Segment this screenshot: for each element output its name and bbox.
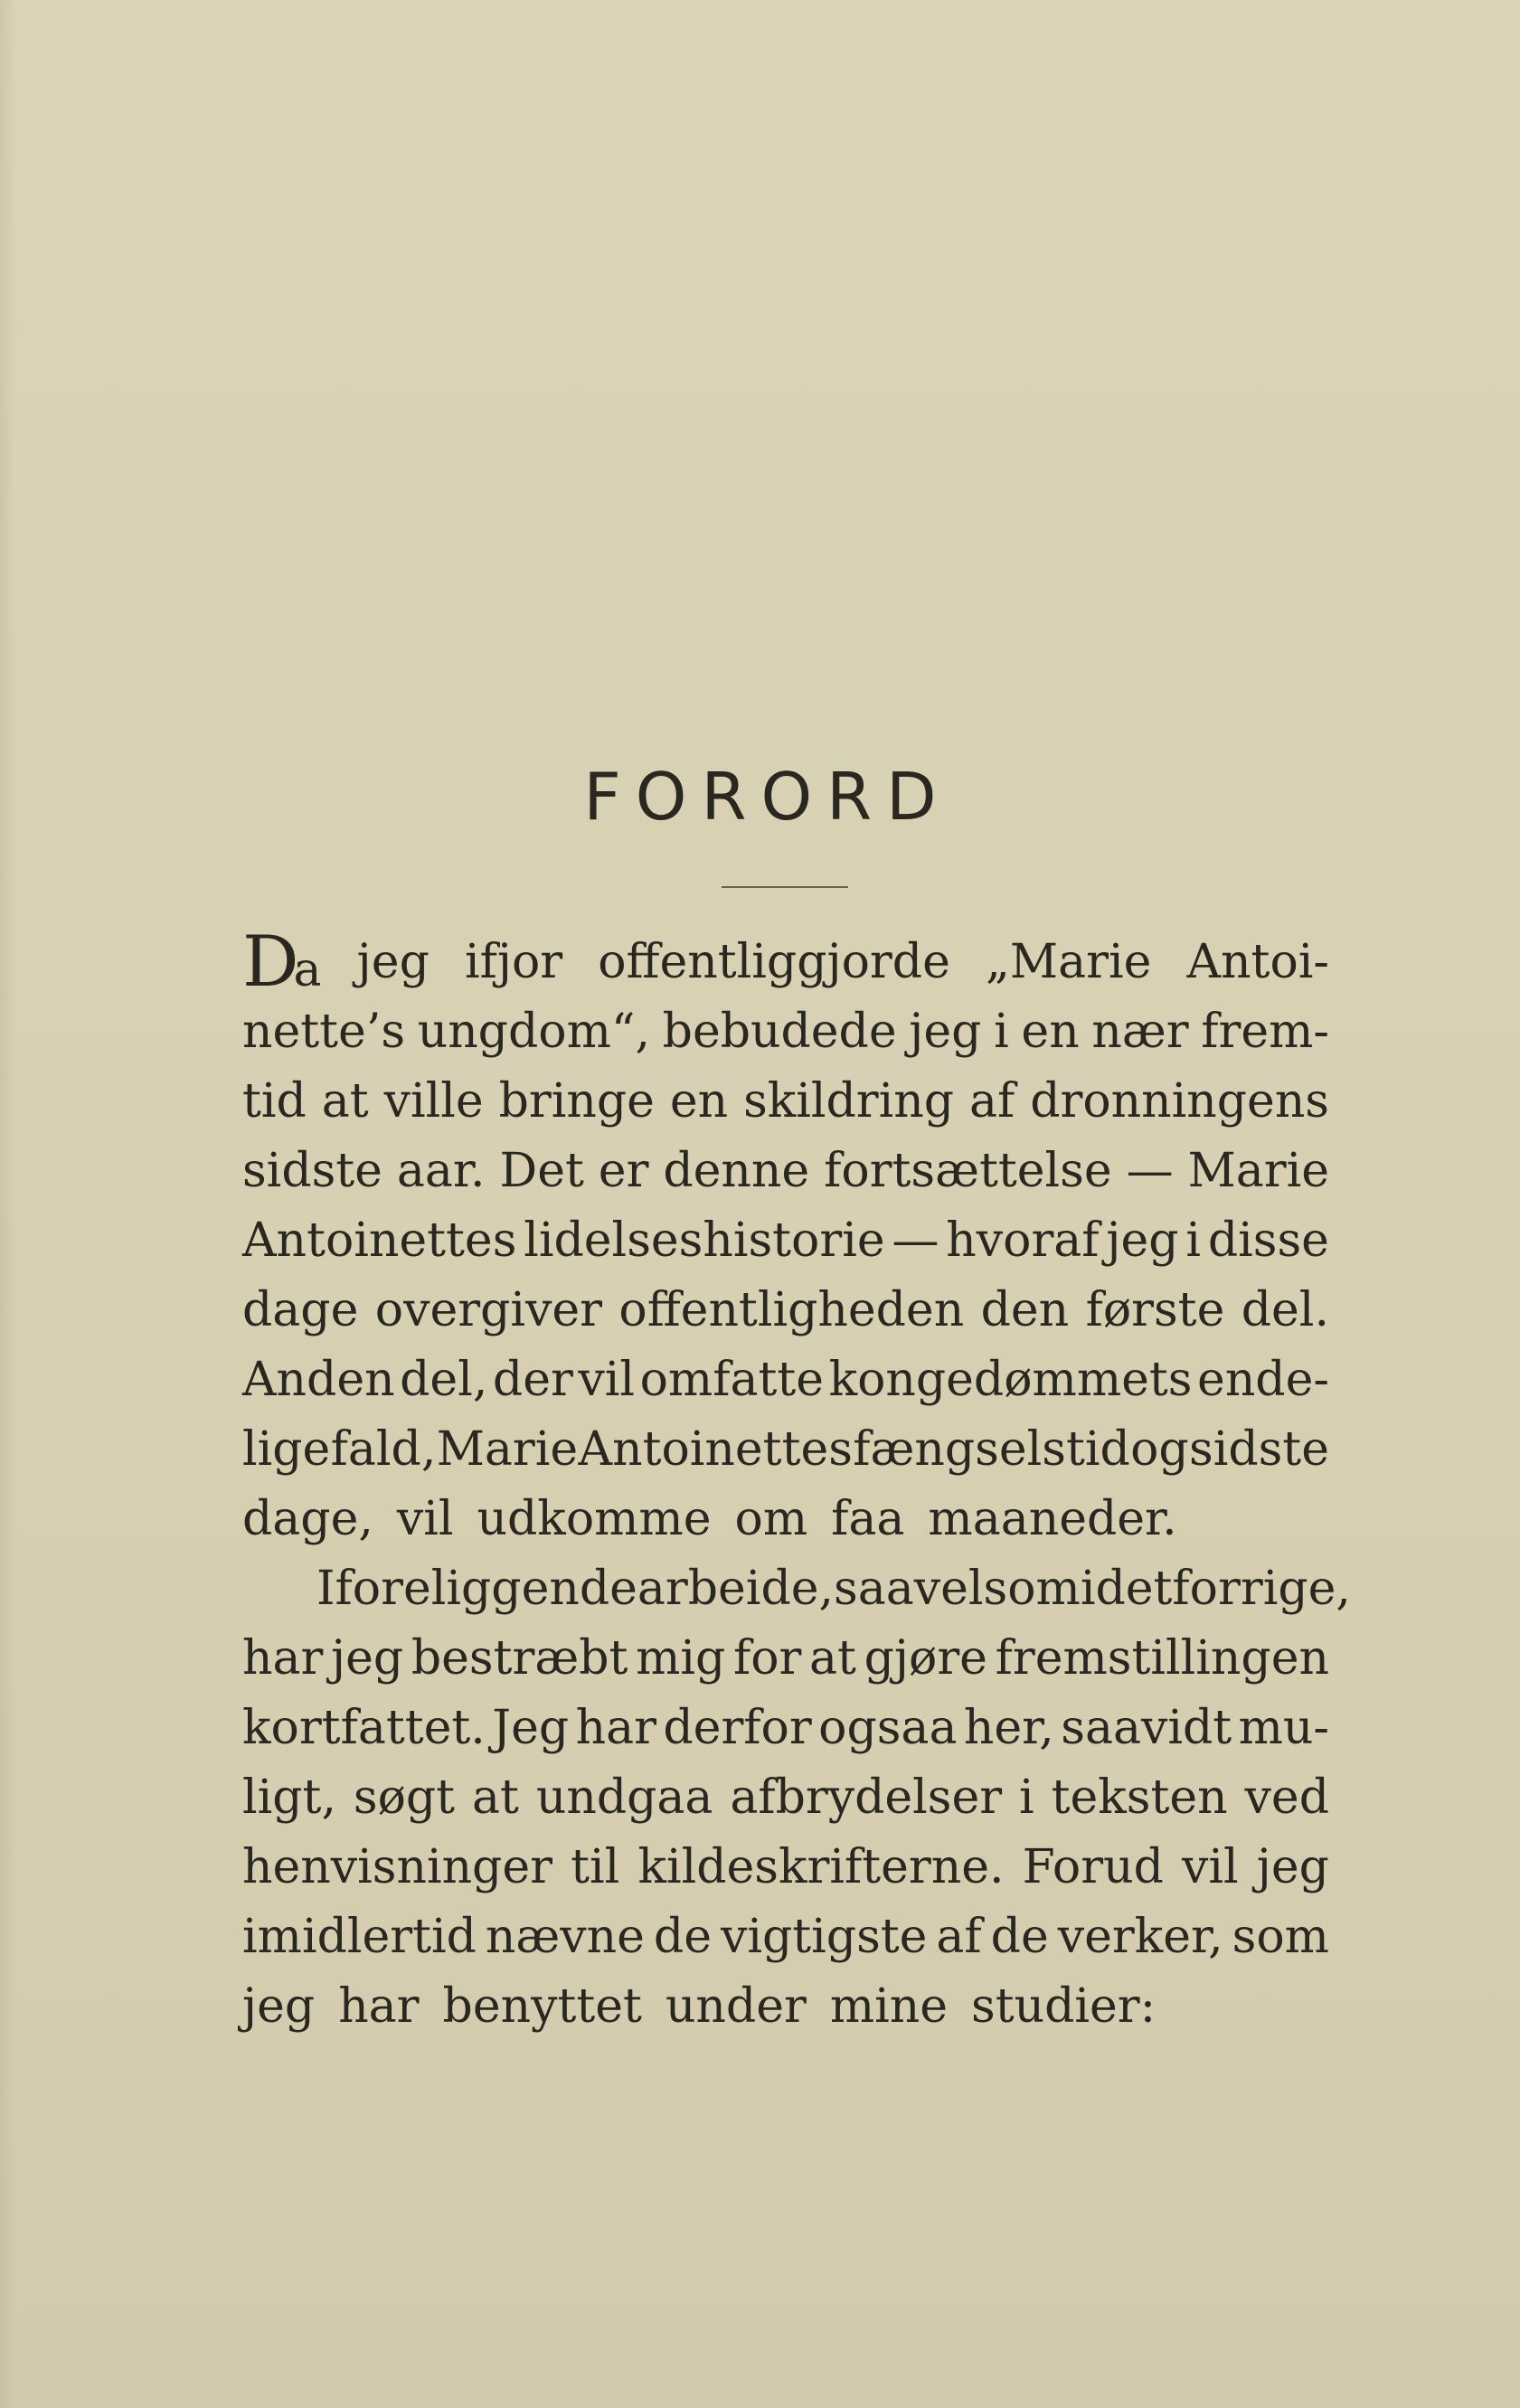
word: maaneder. — [928, 1492, 1177, 1546]
word: Det — [499, 1144, 584, 1198]
word: verker, — [1057, 1910, 1223, 1964]
word: ende- — [1197, 1353, 1329, 1407]
word: aar. — [396, 1144, 486, 1198]
word: saavidt — [1061, 1701, 1232, 1755]
word: fortsættelse — [824, 1144, 1112, 1198]
word: bringe — [498, 1074, 655, 1128]
word: under — [665, 1979, 807, 2034]
word: i — [1080, 1562, 1096, 1616]
text-line — [242, 1903, 1329, 1972]
word: i — [1185, 1213, 1202, 1268]
word: imidlertid — [242, 1910, 477, 1964]
word: af — [936, 1910, 982, 1964]
word: derfor — [663, 1701, 812, 1755]
word: som — [1232, 1910, 1329, 1964]
word: overgiver — [374, 1283, 603, 1337]
text-line — [242, 1763, 1329, 1833]
title-divider — [722, 886, 848, 888]
word: jeg — [356, 935, 430, 989]
word: bestræbt — [411, 1631, 628, 1686]
word: ligt, — [242, 1771, 336, 1825]
word: saavelsom — [834, 1562, 1081, 1616]
word: Antoinettes — [242, 1213, 517, 1268]
word: fremstillingen — [995, 1631, 1329, 1686]
word: offentliggjorde — [598, 935, 950, 989]
word: ogsaa — [818, 1701, 958, 1755]
word: vil — [578, 1353, 636, 1407]
word: de — [990, 1910, 1049, 1964]
word: at — [472, 1771, 519, 1825]
word: kortfattet. — [242, 1701, 486, 1755]
word: de — [653, 1910, 712, 1964]
word: vigtigste — [720, 1910, 928, 1964]
word: gjøre — [864, 1631, 987, 1686]
word: at — [809, 1631, 856, 1686]
word: lidelseshistorie — [524, 1213, 885, 1268]
word: kongedømmets — [828, 1353, 1193, 1407]
drop-cap-word: Da — [242, 921, 322, 1003]
word: Anden — [242, 1353, 395, 1407]
word: skildring — [743, 1074, 955, 1128]
word: Antoi- — [1186, 935, 1329, 989]
word: det — [1095, 1562, 1173, 1616]
word: kildeskrifterne. — [637, 1840, 1005, 1894]
word: bebudede — [662, 1005, 897, 1059]
word: jeg — [909, 1005, 982, 1059]
word: jeg — [1256, 1840, 1329, 1894]
word: arbeide, — [637, 1562, 835, 1616]
text-line — [242, 1346, 1329, 1415]
word: del, — [400, 1353, 488, 1407]
word: henvisninger — [242, 1840, 552, 1894]
word: benyttet — [442, 1979, 642, 2034]
word: en — [669, 1074, 729, 1128]
word: der — [492, 1353, 573, 1407]
word: i — [994, 1005, 1009, 1059]
word: til — [571, 1840, 620, 1894]
word: søgt — [353, 1771, 456, 1825]
text-line — [242, 1137, 1329, 1206]
word: for — [732, 1631, 802, 1686]
word: vil — [1182, 1840, 1239, 1894]
word: Jeg — [492, 1701, 570, 1755]
word: denne — [663, 1144, 810, 1198]
word: en — [1021, 1005, 1080, 1059]
word: at — [321, 1074, 369, 1128]
word: har — [575, 1701, 656, 1755]
word: teksten — [1051, 1771, 1228, 1825]
word: tid — [242, 1074, 307, 1128]
word: disse — [1207, 1213, 1329, 1268]
text-line — [242, 1624, 1329, 1694]
body-text — [242, 921, 1351, 2042]
word: ifjor — [464, 935, 563, 989]
text-line — [242, 1067, 1329, 1137]
word: nær — [1091, 1005, 1189, 1059]
word: Marie — [436, 1422, 579, 1477]
word: første — [1085, 1283, 1225, 1337]
text-line — [242, 1972, 1329, 2042]
word: „Marie — [985, 935, 1152, 989]
word: — — [1126, 1144, 1174, 1198]
word: nette’s — [242, 1005, 406, 1059]
word: her, — [963, 1701, 1054, 1755]
word: i — [1019, 1771, 1034, 1825]
word: offentligheden — [618, 1283, 965, 1337]
word: af — [969, 1074, 1015, 1128]
word: del. — [1241, 1283, 1329, 1337]
word: Marie — [1187, 1144, 1329, 1198]
word: har — [338, 1979, 420, 2034]
text-line — [242, 1694, 1329, 1763]
word: undgaa — [535, 1771, 713, 1825]
word: omfatte — [639, 1353, 825, 1407]
word: vil — [396, 1492, 454, 1546]
text-line — [242, 1415, 1329, 1485]
word: mine — [829, 1979, 949, 2034]
word: I — [316, 1562, 335, 1616]
page-title: FORORD — [583, 759, 951, 835]
word: fald, — [330, 1422, 437, 1477]
text-line — [242, 1485, 1329, 1554]
text-line — [242, 921, 1329, 1003]
word: ville — [383, 1074, 484, 1128]
text-line — [242, 1276, 1329, 1346]
word: nævne — [485, 1910, 645, 1964]
word: jeg — [331, 1631, 404, 1686]
word: og — [1130, 1422, 1189, 1477]
word: — — [892, 1213, 939, 1268]
text-line — [242, 1206, 1329, 1276]
word: udkomme — [477, 1492, 712, 1546]
word: dronningens — [1030, 1074, 1329, 1128]
word: er — [598, 1144, 649, 1198]
word: Antoinettes — [578, 1422, 853, 1477]
word: hvoraf — [946, 1213, 1100, 1268]
word: om — [734, 1492, 808, 1546]
word: faa — [831, 1492, 905, 1546]
word: den — [980, 1283, 1070, 1337]
word: Forud — [1022, 1840, 1164, 1894]
word: sidste — [1189, 1422, 1329, 1477]
text-line — [242, 1554, 1351, 1624]
word: frem- — [1201, 1005, 1329, 1059]
word: har — [242, 1631, 324, 1686]
word: mu- — [1238, 1701, 1329, 1755]
word: ved — [1244, 1771, 1329, 1825]
text-line — [242, 997, 1329, 1067]
word: studier: — [971, 1979, 1157, 2034]
text-line — [242, 1833, 1329, 1903]
word: sidste — [242, 1144, 382, 1198]
word: fængselstid — [853, 1422, 1130, 1477]
word: jeg — [1106, 1213, 1179, 1268]
word: forrige, — [1172, 1562, 1351, 1616]
word: mig — [636, 1631, 726, 1686]
word: jeg — [242, 1979, 316, 2034]
word: afbrydelser — [730, 1771, 1003, 1825]
page-edge-shadow — [0, 0, 16, 2408]
word: dage, — [242, 1492, 373, 1546]
word: dage — [242, 1283, 359, 1337]
word: lige — [242, 1422, 331, 1477]
word: foreliggende — [335, 1562, 637, 1616]
word: ungdom“, — [417, 1005, 650, 1059]
